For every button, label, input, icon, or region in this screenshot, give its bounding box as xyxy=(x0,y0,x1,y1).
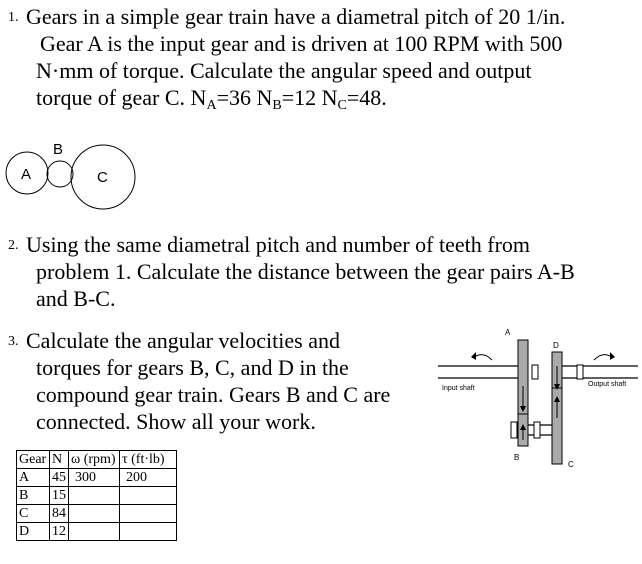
header-tau: τ (ft·lb) xyxy=(120,451,177,469)
subscript-a: A xyxy=(206,98,217,113)
input-shaft-label: Input shaft xyxy=(442,385,475,392)
table-cell xyxy=(69,487,120,505)
problem-3-line-4: connected. Show all your work. xyxy=(36,409,316,434)
problem-1-line-3: N·mm of torque. Calculate the angular speed and output xyxy=(36,58,532,83)
simple-gear-train-diagram xyxy=(0,135,150,210)
equation-b: =12 N xyxy=(281,85,338,110)
table-cell: C xyxy=(17,505,50,523)
problem-2-line-2: problem 1. Calculate the distance between the gear pairs A-B xyxy=(36,259,575,284)
header-n: N xyxy=(50,451,69,469)
table-cell: D xyxy=(17,523,50,541)
gear-c-label-compound: C xyxy=(568,460,574,469)
gear-b-circle xyxy=(47,161,73,187)
table-cell: 12 xyxy=(50,523,69,541)
table-row xyxy=(17,523,177,541)
table-cell: 300 xyxy=(69,469,120,487)
problem-1-number: 1. xyxy=(8,10,19,25)
table-row xyxy=(17,505,177,523)
gear-d-label-compound: D xyxy=(553,341,559,350)
problem-1-line-2: Gear A is the input gear and is driven at 100 RPM with 500 xyxy=(40,31,563,56)
problem-2-line-3: and B-C. xyxy=(36,286,116,311)
table-row xyxy=(17,469,177,487)
table-header-row xyxy=(17,451,177,469)
problem-1-line-1: Gears in a simple gear train have a diametral pitch of 20 1/in. xyxy=(26,4,566,29)
gear-b-label-compound: B xyxy=(514,453,520,462)
equation-a: =36 N xyxy=(216,85,273,110)
subscript-b: B xyxy=(272,98,282,113)
header-omega: ω (rpm) xyxy=(69,451,120,469)
table-cell xyxy=(120,487,177,505)
problem-1-line-4-prefix: torque of gear C. N xyxy=(36,85,207,110)
problem-3-line-2: torques for gears B, C, and D in the xyxy=(36,355,349,380)
table-cell: 200 xyxy=(120,469,177,487)
gear-c-label: C xyxy=(97,169,108,186)
header-gear: Gear xyxy=(17,451,50,469)
table-cell xyxy=(120,523,177,541)
problem-3-line-3: compound gear train. Gears B and C are xyxy=(36,382,391,407)
gear-b-label: B xyxy=(53,141,64,158)
gear-a-label: A xyxy=(21,166,32,183)
table-cell: B xyxy=(17,487,50,505)
problem-3-line-1: Calculate the angular velocities and xyxy=(26,328,340,353)
table-cell xyxy=(120,505,177,523)
table-cell xyxy=(69,505,120,523)
subscript-c: C xyxy=(337,98,347,113)
table-cell: A xyxy=(17,469,50,487)
problem-2-number: 2. xyxy=(8,238,19,253)
table-row xyxy=(17,487,177,505)
table-cell: 15 xyxy=(50,487,69,505)
output-shaft-label: Output shaft xyxy=(588,381,627,388)
compound-gear-train-diagram xyxy=(436,322,640,472)
gear-a-label-compound: A xyxy=(505,328,511,337)
table-cell xyxy=(69,523,120,541)
gear-data-table xyxy=(16,450,177,541)
problem-3-number: 3. xyxy=(8,334,19,349)
table-cell: 84 xyxy=(50,505,69,523)
problem-1-line-4 xyxy=(36,85,387,118)
equation-c: =48. xyxy=(346,85,387,110)
problem-2-line-1: Using the same diametral pitch and number of teeth from xyxy=(26,232,531,257)
table-cell: 45 xyxy=(50,469,69,487)
